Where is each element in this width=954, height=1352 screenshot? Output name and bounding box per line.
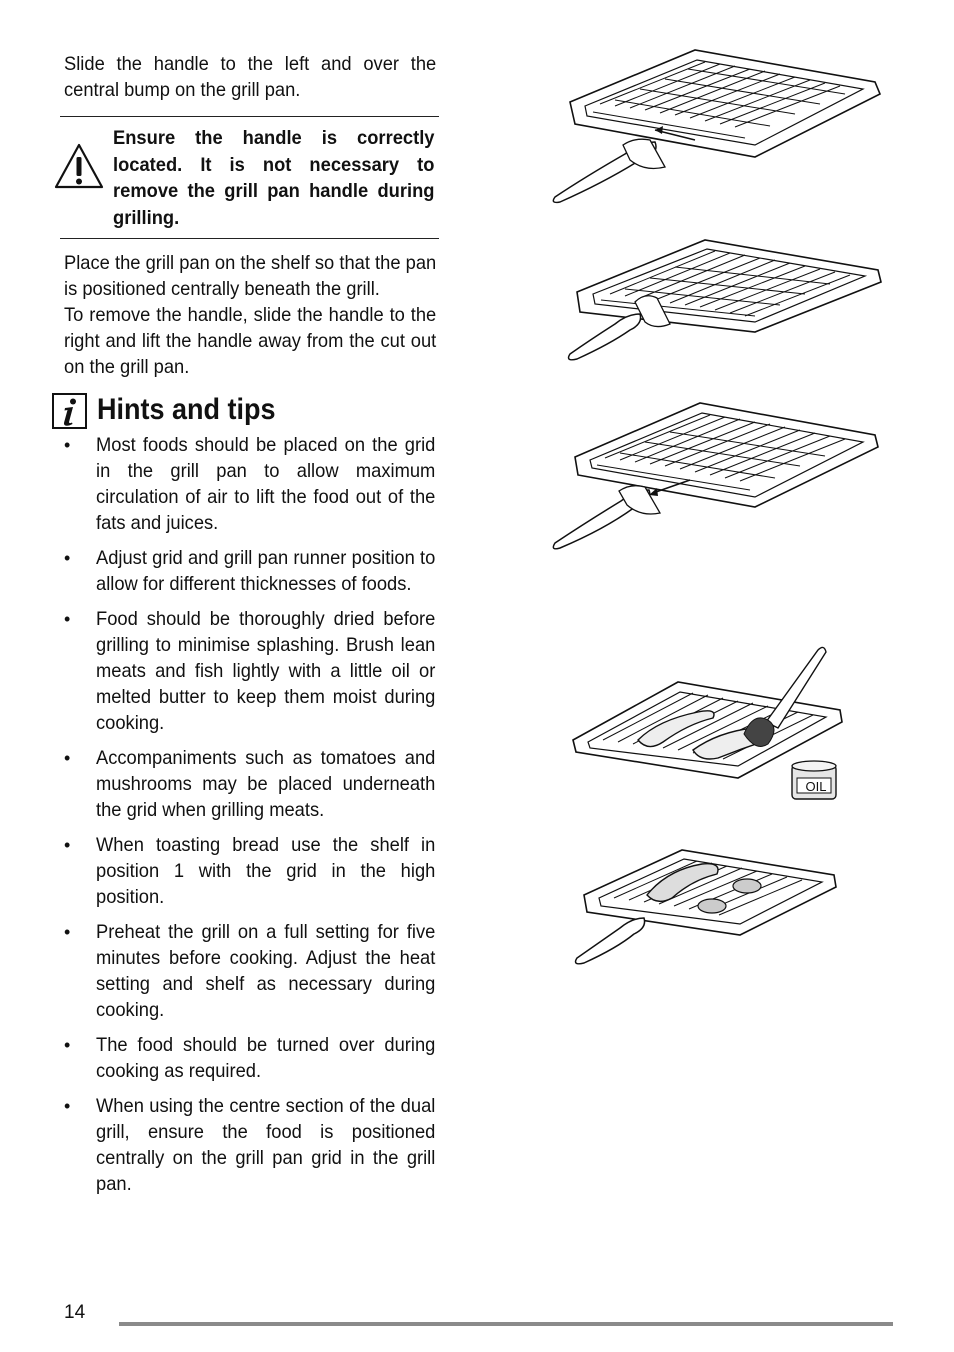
list-item: • Most foods should be placed on the grid in the grill pan to allow maximum circulation of air to lift the food out of the fats and juices. [64,434,436,534]
tips-list [64,432,436,1206]
placement-section [64,250,436,380]
bullet: • [64,922,71,942]
list-item: • Accompaniments such as tomatoes and mushrooms may be placed underneath the grid when grilling meats. [64,747,436,821]
list-item: • Preheat the grill on a full setting for five minutes before cooking. Adjust the heat setting and shelf as necessary during cooking. [64,921,436,1021]
list-item: • Food should be thoroughly dried before grilling to minimise splashing. Brush lean meats and fish lightly with a little oil or melted butter to keep them moist during cooking. [64,608,436,734]
figure-handle-slide-right [545,395,890,555]
bullet: • [64,748,71,768]
bullet: • [64,548,71,568]
figure-handle-in-place [565,232,885,367]
list-item: • When toasting bread use the shelf in position 1 with the grid in the high position. [64,834,436,908]
warning-box [60,116,439,239]
figure-food-on-grid [572,840,842,970]
list-item: • The food should be turned over during cooking as required. [64,1034,436,1082]
bullet: • [64,609,71,629]
warning-text: Ensure the handle is correctly located. It is not necessary to remove the grill pan handle during grilling. [113,127,435,229]
placement-para-1: Place the grill pan on the shelf so that the pan is positioned centrally beneath the grill. [64,252,437,300]
bullet: • [64,1035,71,1055]
placement-para-2: To remove the handle, slide the handle to the right and lift the handle away from the cut out on the grill pan. [64,304,437,378]
footer-rule [119,1322,893,1326]
bullet: • [64,435,71,455]
page-number: 14 [64,1302,86,1323]
bullet: • [64,835,71,855]
list-item: • When using the centre section of the dual grill, ensure the food is positioned centrally on the grill pan grid in the grill pan. [64,1095,436,1195]
list-item: • Adjust grid and grill pan runner position to allow for different thicknesses of foods. [64,547,436,595]
figure-handle-slide-left [545,42,890,212]
oil-label: OIL [805,779,827,794]
info-icon [52,393,87,429]
intro-paragraph [64,51,436,103]
warning-triangle-icon [54,143,104,189]
bullet: • [64,1096,71,1116]
hints-title: Hints and tips [97,393,276,426]
intro-text: Slide the handle to the left and over the central bump on the grill pan. [64,53,437,101]
